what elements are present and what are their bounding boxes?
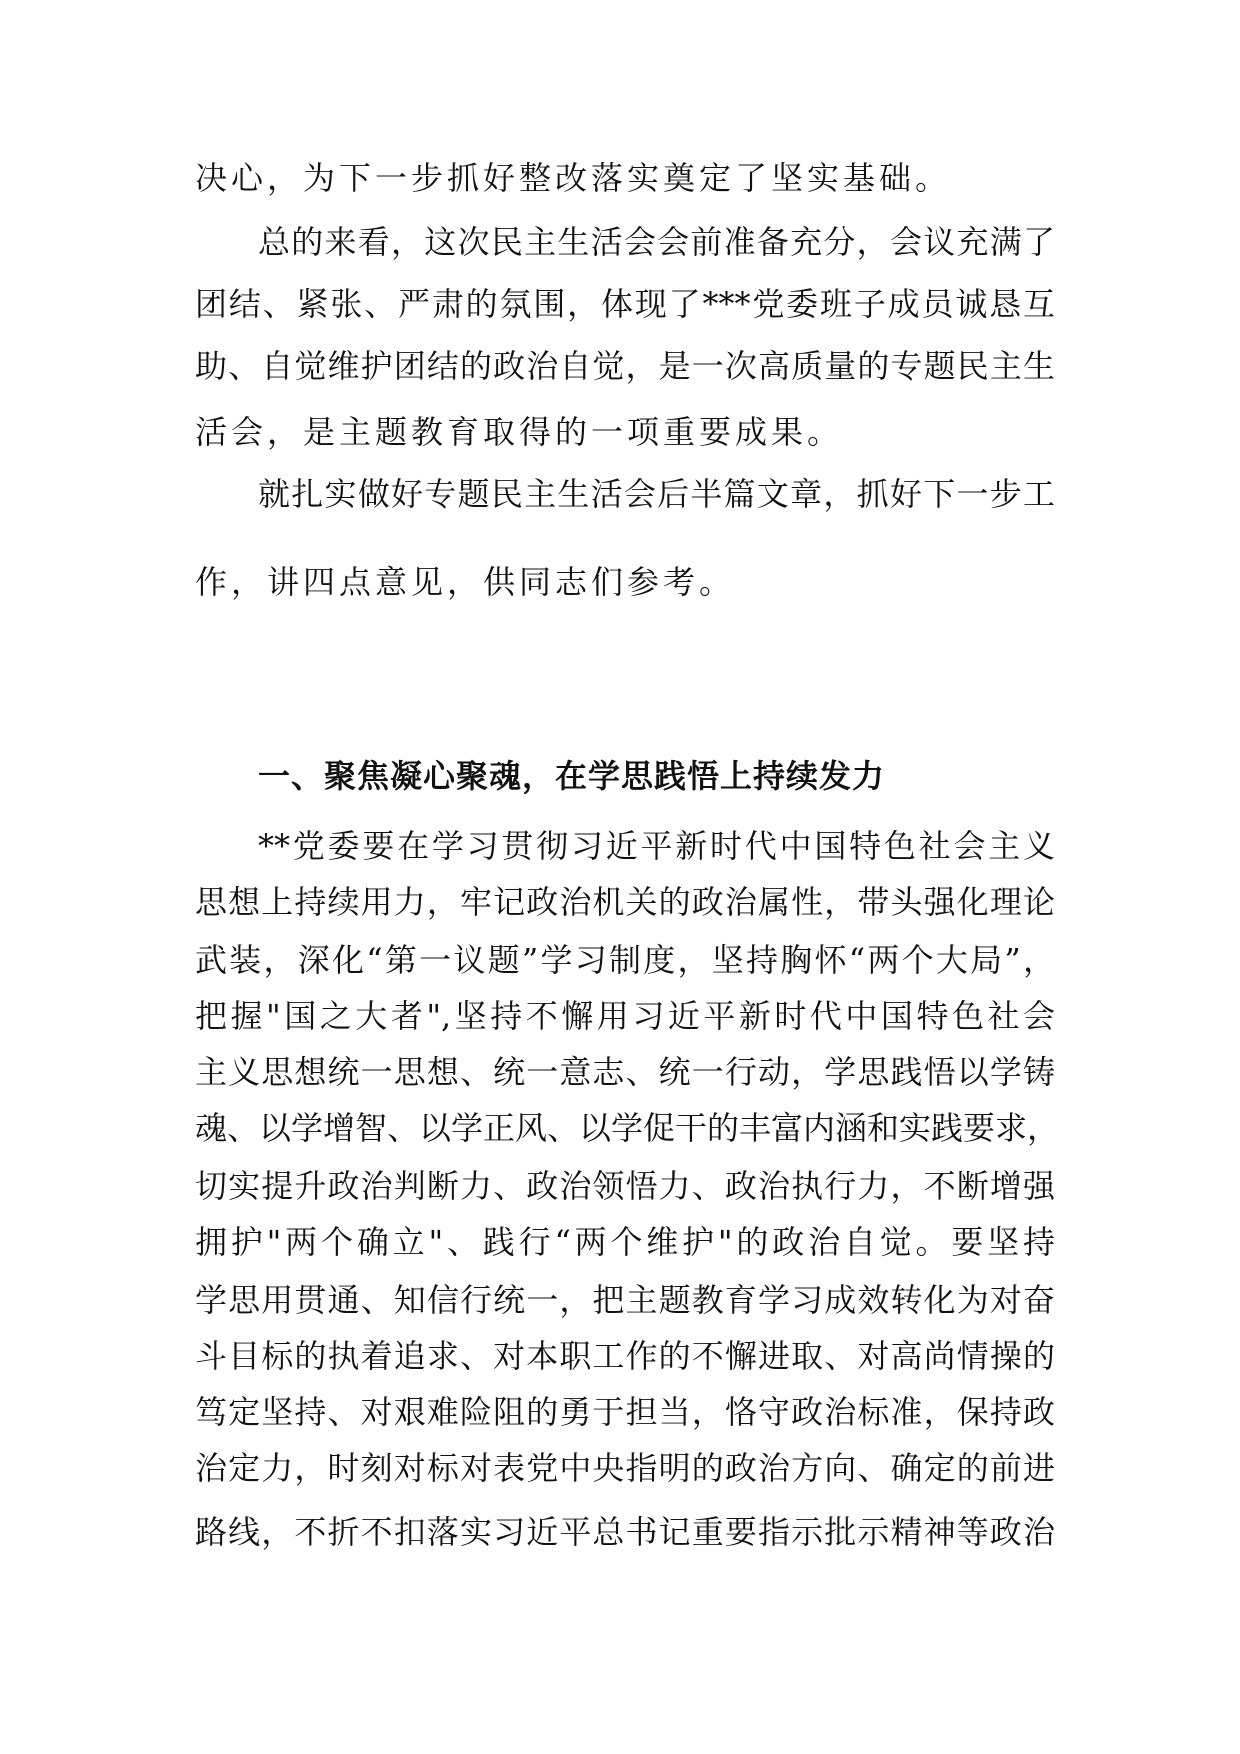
section-body-line: 武装，深化“第一议题”学习制度，坚持胸怀“两个大局”， <box>195 941 1055 979</box>
paragraph-line: 决心，为下一步抓好整改落实奠定了坚实基础。 <box>195 159 952 197</box>
section-body-line: 把握"国之大者",坚持不懈用习近平新时代中国特色社会 <box>195 997 1055 1035</box>
paragraph-line: 助、自觉维护团结的政治自觉，是一次高质量的专题民主生 <box>195 347 1055 385</box>
paragraph-line: 就扎实做好专题民主生活会后半篇文章，抓好下一步工 <box>258 475 1055 513</box>
section-body-line: 思想上持续用力，牢记政治机关的政治属性，带头强化理论 <box>195 883 1055 921</box>
section-body-line: 切实提升政治判断力、政治领悟力、政治执行力，不断增强 <box>195 1167 1055 1205</box>
section-body-line: 治定力，时刻对标对表党中央指明的政治方向、确定的前进 <box>195 1449 1055 1487</box>
section-body-line: 学思用贯通、知信行统一，把主题教育学习成效转化为对奋 <box>195 1281 1055 1319</box>
section-body-line: 路线，不折不扣落实习近平总书记重要指示批示精神等政治 <box>195 1513 1055 1551</box>
section-body-line: 魂、以学增智、以学正风、以学促干的丰富内涵和实践要求， <box>195 1109 1060 1147</box>
section-body-line: 拥护"两个确立"、践行“两个维护"的政治自觉。要坚持 <box>195 1223 1055 1261</box>
section-body-line: 主义思想统一思想、统一意志、统一行动，学思践悟以学铸 <box>195 1053 1055 1091</box>
section-body-line: 斗目标的执着追求、对本职工作的不懈进取、对高尚情操的 <box>195 1337 1055 1375</box>
paragraph-line: 活会，是主题教育取得的一项重要成果。 <box>195 413 844 451</box>
section-body-line: **党委要在学习贯彻习近平新时代中国特色社会主义 <box>258 827 1055 865</box>
section-body-line: 笃定坚持、对艰难险阻的勇于担当，恪守政治标准，保持政 <box>195 1393 1055 1431</box>
section-heading: 一、聚焦凝心聚魂，在学思践悟上持续发力 <box>258 757 886 795</box>
paragraph-line: 总的来看，这次民主生活会会前准备充分，会议充满了 <box>258 223 1055 261</box>
paragraph-line: 作，讲四点意见，供同志们参考。 <box>195 563 736 601</box>
paragraph-line: 团结、紧张、严肃的氛围，体现了***党委班子成员诚恳互 <box>195 285 1055 323</box>
